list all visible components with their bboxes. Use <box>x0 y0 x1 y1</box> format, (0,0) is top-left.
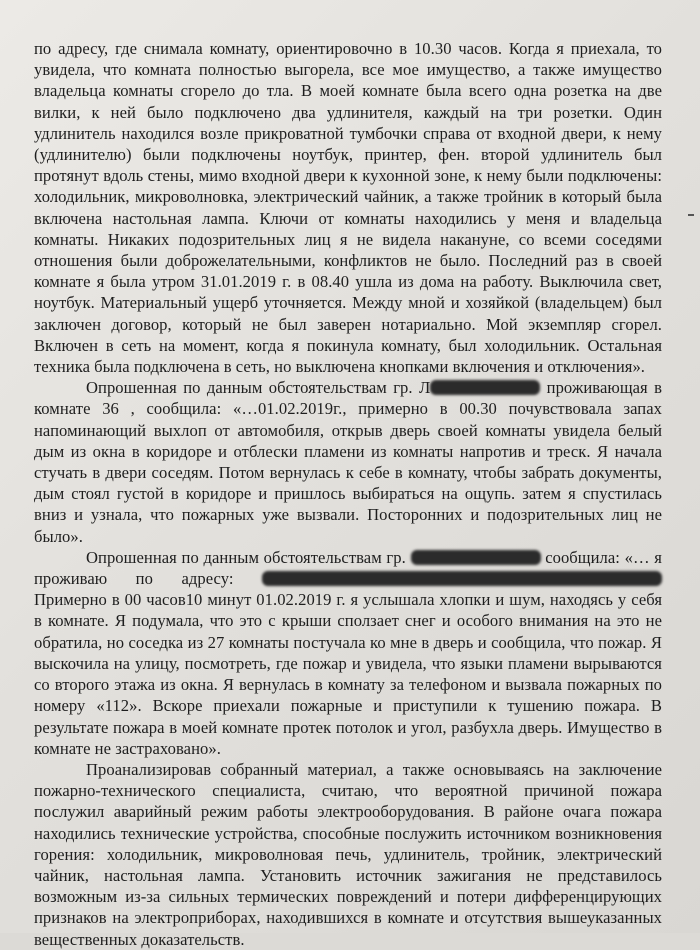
paragraph-3 <box>34 547 662 759</box>
redacted-name <box>430 380 540 395</box>
margin-mark <box>688 214 694 216</box>
paragraph-2 <box>34 377 662 547</box>
paragraph-3-mid: сообщила: «… я проживаю по адресу: <box>34 547 662 589</box>
paragraph-3-rest: Примерно в 00 часов10 минут 01.02.2019 г. я услышала хлопки и шум, находясь у себя в комнате. Я подумала, что это с крыши сползает снег и особого внимания на это не обратила, но соседка из 27 комнаты постучала ко мне в дверь и сообщила, что пожар. Я выскочила на улицу, посмотреть, где пожар и увидела, что языки пламени вырываются со второго этажа из окна. Я вернулась в комнату за телефоном и вызвала пожарных по номеру «112». Вскоре приехали пожарные и приступили к тушению пожара. В результате пожара в моей комнате протек потолок и угол, разбухла дверь. Имущество в комнате не застраховано». <box>34 590 662 758</box>
redacted-name <box>411 550 541 565</box>
document-body <box>34 38 662 950</box>
paragraph-4: Проанализировав собранный материал, а также основываясь на заключение пожарно-технического специалиста, считаю, что вероятной причиной пожара послужил аварийный режим работы электрооборудования. В районе очага пожара находились технические устройства, способные послужить источником возникновения горения: холодильник, микроволновая печь, удлинитель, тройник, электрический чайник, настольная лампа. Установить источник зажигания не представилось возможным из-за сильных термических повреждений и потери дифференцирующих признаков на электроприборах, находившихся в комнате и отсутствия вышеуказанных вещественных доказательств. <box>34 759 662 949</box>
paragraph-3-start: Опрошенная по данным обстоятельствам гр. <box>86 547 411 567</box>
redacted-address <box>262 571 662 586</box>
paragraph-1: по адресу, где снимала комнату, ориентировочно в 10.30 часов. Когда я приехала, то увидела, что комната полностью выгорела, все мое имущество, а также имущество владельца комнаты сгорело до тла. В моей комнате была всего одна розетка на две вилки, к ней было подключено два удлинителя, каждый на три розетки. Один удлинитель находился возле прикроватной тумбочки справа от входной двери, к нему (удлинителю) были подключены ноутбук, принтер, фен. второй удлинитель был протянут вдоль стены, мимо входной двери к кухонной зоне, к нему были подключены: холодильник, микроволновка, электрический чайник, а также тройник в который была включена настольная лампа. Ключи от комнаты находились у меня и владельца комнаты. Никаких подозрительных лиц я не видела накануне, со всеми соседями отношения были доброжелательными, конфликтов не было. Последний раз в своей комнате я была утром 31.01.2019 г. в 08.40 ушла из дома на работу. Выключила свет, ноутбук. Материальный ущерб уточняется. Между мной и хозяйкой (владельцем) был заключен договор, который не был заверен нотариально. Мой экземпляр сгорел. Включен в сеть на момент, когда я покинула комнату, был холодильник. Остальная техника была подключена в сеть, но выключена кнопками включения и отключения». <box>34 39 662 377</box>
paragraph-2-rest: проживающая в комнате 36 , сообщила: «…01.02.2019г., примерно в 00.30 почувствовала запах напоминающий выхлоп от автомобиля, открыв дверь своей комнаты увидела белый дым из окна в коридоре и отблески пламени из комнаты напротив и треск. Я начала стучать в двери соседям. Потом вернулась к себе в комнату, чтобы забрать документы, дым стоял густой в коридоре и пришлось выбираться на ощупь. затем я спустилась вниз и узнала, что пожарных уже вызвали. Посторонних и подозрительных лиц не было». <box>34 378 662 546</box>
paragraph-2-start: Опрошенная по данным обстоятельствам гр. Л <box>86 378 431 398</box>
